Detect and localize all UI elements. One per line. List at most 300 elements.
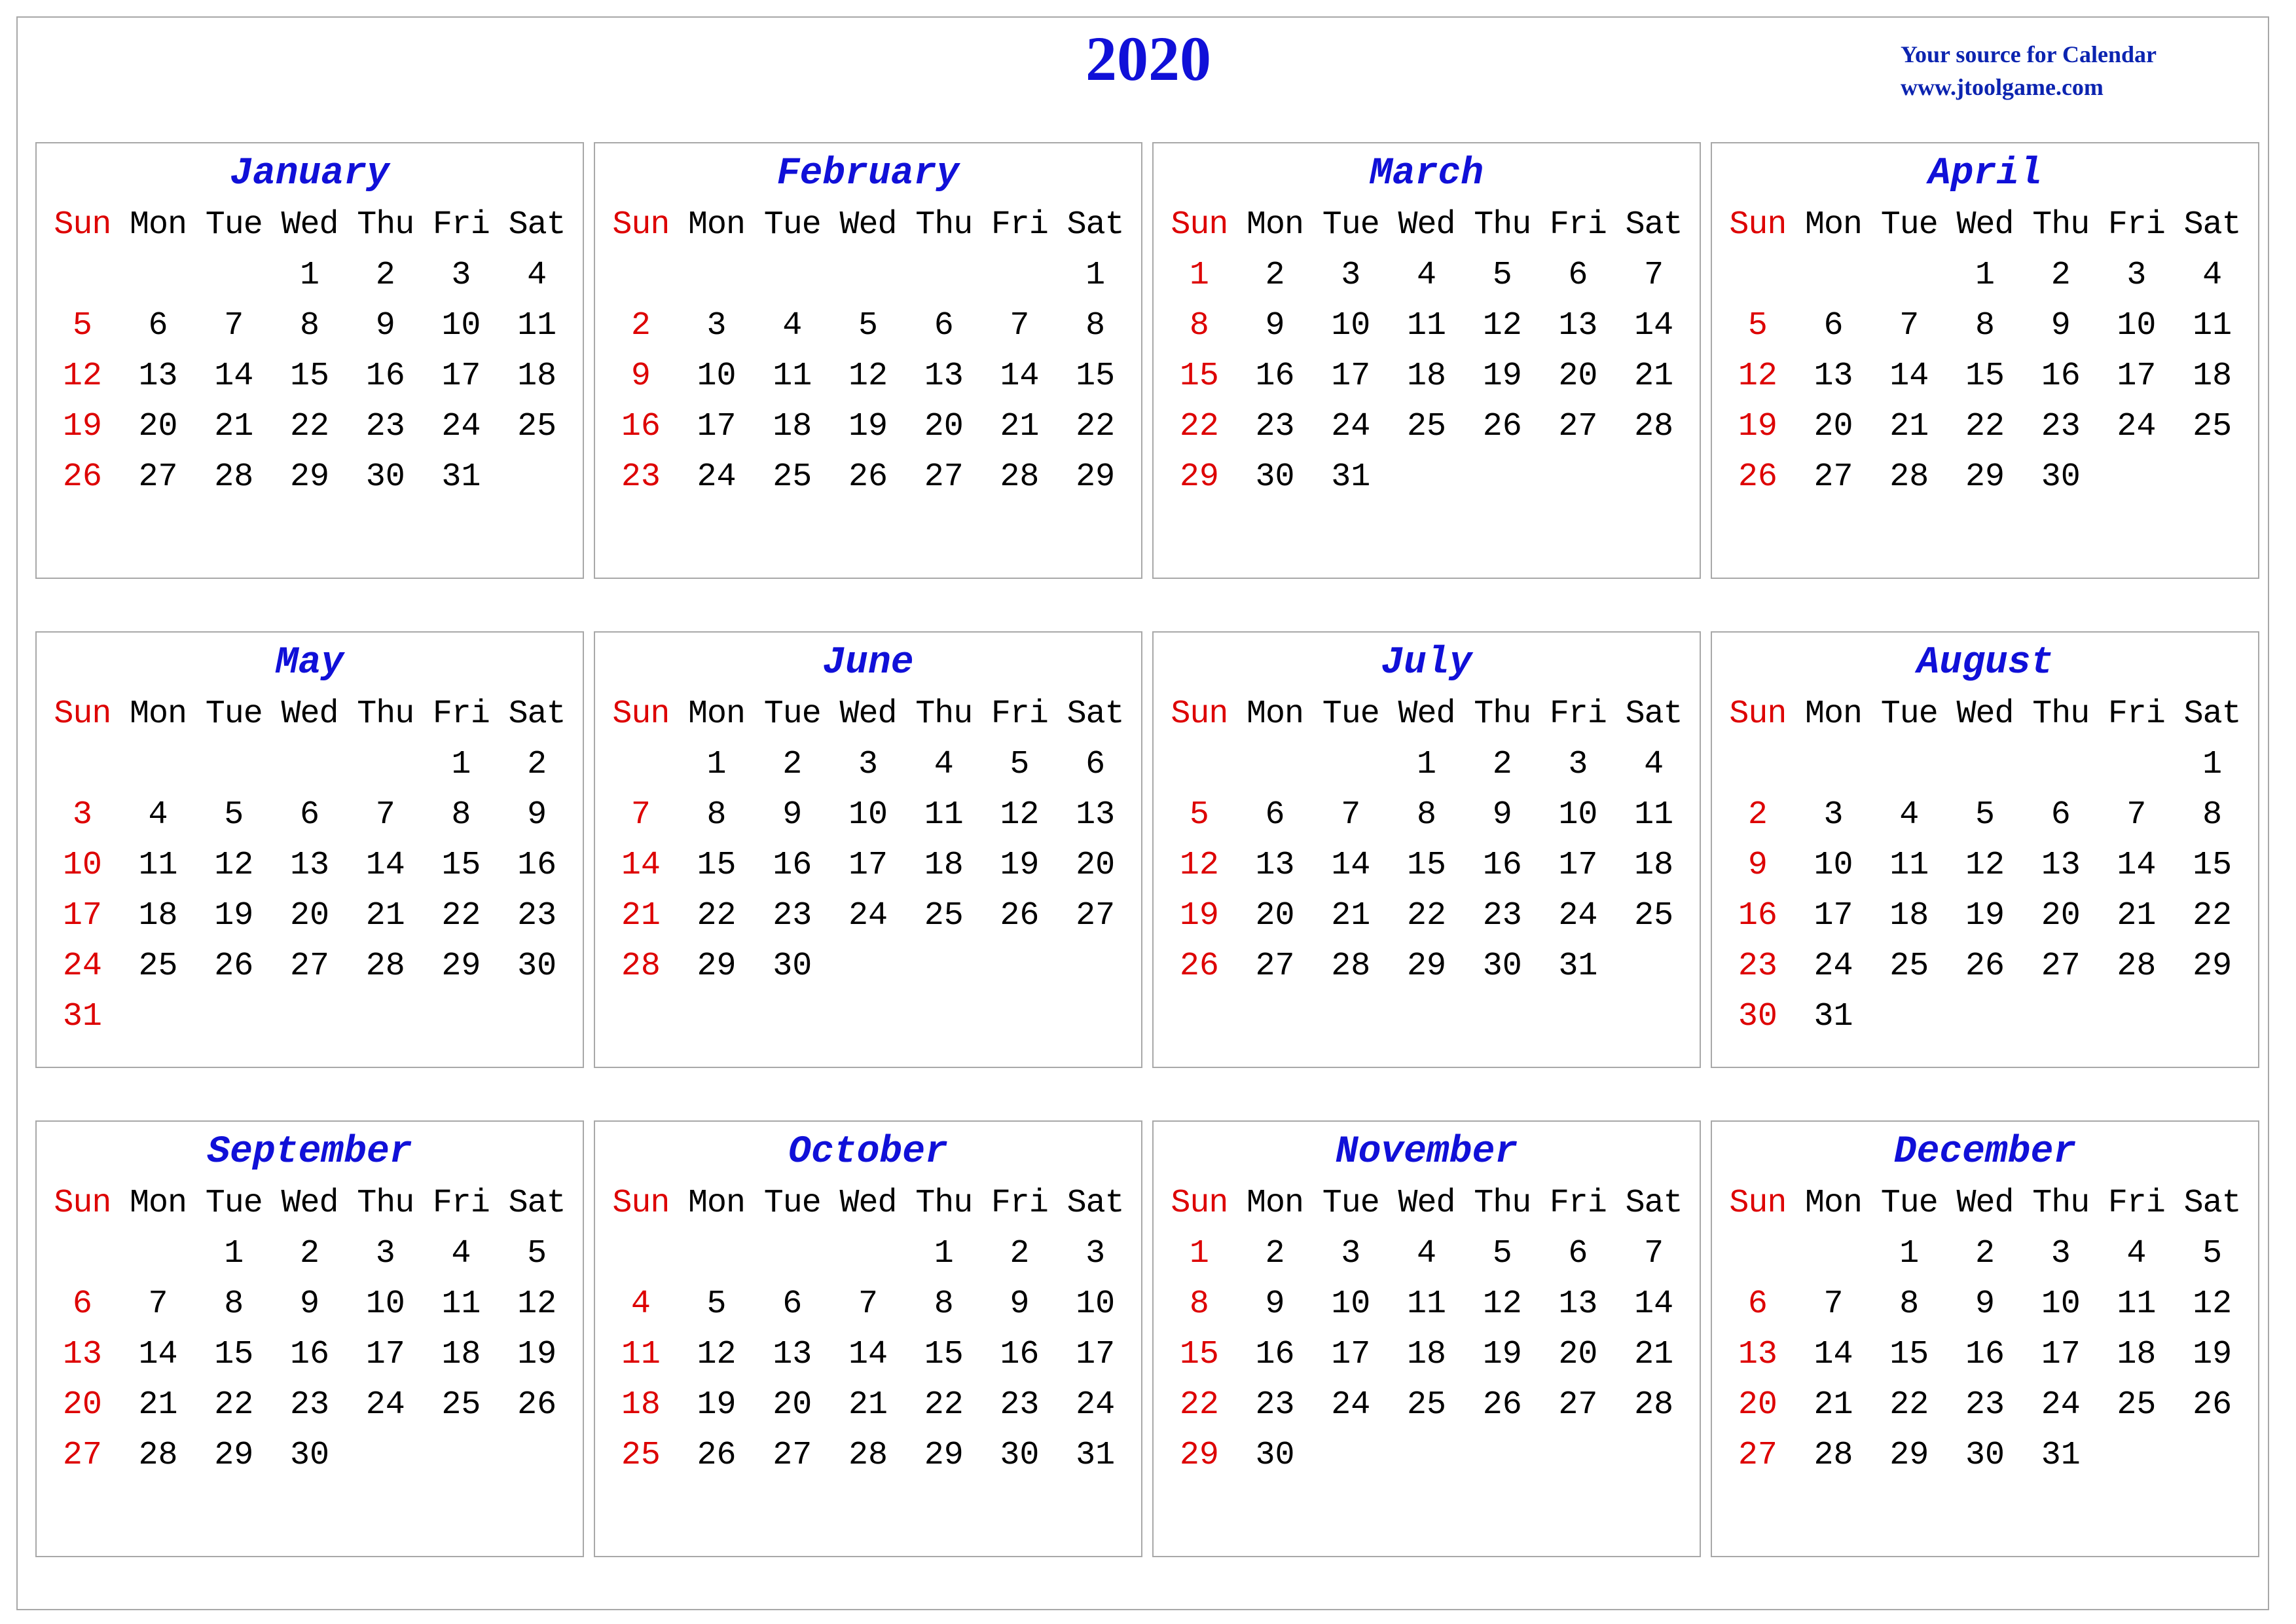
date-cell: 29 (214, 1437, 254, 1474)
date-cell: 10 (2041, 1285, 2081, 1323)
week-row (1161, 401, 1692, 452)
date-cell: 14 (365, 847, 405, 884)
date-cell: 30 (1000, 1437, 1040, 1474)
weekday-label: Sun (1729, 206, 1787, 244)
weekday-label: Tue (763, 1185, 821, 1222)
date-cell: 24 (848, 897, 888, 934)
sunday-date-cell: 19 (1738, 408, 1777, 445)
date-cell: 15 (1076, 358, 1116, 395)
date-cell: 17 (1331, 358, 1371, 395)
week-row (603, 1279, 1133, 1329)
date-cell: 26 (848, 458, 888, 496)
date-cell: 5 (2202, 1235, 2223, 1272)
date-cell: 16 (1255, 358, 1295, 395)
week-row (1161, 1279, 1692, 1329)
date-cell: 29 (1965, 458, 2005, 496)
sunday-date-cell: 29 (1179, 1437, 1219, 1474)
date-cell: 21 (1634, 1336, 1674, 1373)
sunday-date-cell: 24 (62, 948, 102, 985)
date-cell: 6 (934, 307, 954, 344)
date-cell: 8 (934, 1285, 954, 1323)
sunday-date-cell: 23 (621, 458, 661, 496)
date-cell: 31 (1813, 998, 1853, 1035)
date-cell: 25 (517, 408, 557, 445)
weekday-label: Wed (1956, 1185, 2014, 1222)
date-cell: 15 (697, 847, 737, 884)
date-cell: 26 (697, 1437, 737, 1474)
date-cell: 31 (2041, 1437, 2081, 1474)
date-cell: 14 (848, 1336, 888, 1373)
date-cell: 29 (1406, 948, 1446, 985)
week-row (603, 401, 1133, 452)
date-cell: 30 (289, 1437, 329, 1474)
date-cell: 11 (1889, 847, 1929, 884)
weekday-label: Thu (1474, 695, 1531, 733)
source-url: www.jtoolgame.com (1901, 74, 2104, 100)
date-cell: 5 (224, 796, 244, 834)
sunday-date-cell: 5 (1189, 796, 1209, 834)
date-cell: 9 (1975, 1285, 1995, 1323)
sunday-date-cell: 19 (1179, 897, 1219, 934)
date-cell: 2 (375, 257, 395, 294)
month-february (594, 142, 1142, 579)
date-cell: 20 (773, 1386, 812, 1424)
date-cell: 30 (1255, 458, 1295, 496)
date-cell: 27 (1558, 408, 1598, 445)
date-cell: 30 (1482, 948, 1522, 985)
date-cell: 23 (289, 1386, 329, 1424)
date-cell: 3 (1341, 1235, 1361, 1272)
week-row (1161, 351, 1692, 401)
month-name: February (776, 153, 960, 195)
date-cell: 4 (1416, 1235, 1436, 1272)
date-cell: 2 (1265, 257, 1285, 294)
date-cell: 15 (1406, 847, 1446, 884)
date-cell: 21 (848, 1386, 888, 1424)
weekday-label: Tue (1880, 695, 1938, 733)
date-cell: 10 (1813, 847, 1853, 884)
sunday-date-cell: 27 (62, 1437, 102, 1474)
date-cell: 12 (1965, 847, 2005, 884)
date-cell: 9 (527, 796, 547, 834)
date-cell: 10 (1331, 307, 1371, 344)
date-cell: 13 (289, 847, 329, 884)
weekday-label: Thu (2032, 695, 2090, 733)
weekday-header (45, 1178, 575, 1228)
weekday-header (1720, 1178, 2250, 1228)
weekday-label: Sun (1171, 695, 1228, 733)
date-cell: 28 (1813, 1437, 1853, 1474)
date-cell: 1 (934, 1235, 954, 1272)
weekday-header (45, 200, 575, 250)
date-cell: 17 (848, 847, 888, 884)
month-name: September (207, 1131, 412, 1173)
date-cell: 27 (1813, 458, 1853, 496)
date-cell: 12 (1000, 796, 1040, 834)
date-cell: 12 (1482, 307, 1522, 344)
week-row (1720, 1228, 2250, 1279)
week-row (45, 1380, 575, 1430)
week-row (1720, 401, 2250, 452)
weekday-label: Thu (1474, 1185, 1531, 1222)
month-december (1711, 1120, 2259, 1557)
date-cell: 13 (773, 1336, 812, 1373)
date-cell: 27 (773, 1437, 812, 1474)
date-cell: 24 (365, 1386, 405, 1424)
weekday-label: Fri (432, 695, 490, 733)
weekday-label: Fri (1549, 695, 1607, 733)
sunday-date-cell: 3 (72, 796, 92, 834)
weekday-label: Mon (1247, 695, 1304, 733)
date-cell: 18 (517, 358, 557, 395)
date-cell: 6 (1265, 796, 1285, 834)
date-cell: 15 (1889, 1336, 1929, 1373)
weekday-label: Fri (2107, 206, 2165, 244)
week-row (1720, 891, 2250, 941)
weekday-label: Mon (1247, 206, 1304, 244)
date-cell: 18 (138, 897, 178, 934)
sunday-date-cell: 19 (62, 408, 102, 445)
month-name: December (1893, 1131, 2077, 1173)
week-row (45, 1329, 575, 1380)
date-cell: 18 (1634, 847, 1674, 884)
sunday-date-cell: 26 (1738, 458, 1777, 496)
date-cell: 20 (1813, 408, 1853, 445)
month-name: November (1335, 1131, 1518, 1173)
date-cell: 3 (2126, 257, 2147, 294)
date-cell: 4 (1644, 746, 1664, 783)
date-cell: 16 (289, 1336, 329, 1373)
date-cell: 14 (1634, 307, 1674, 344)
week-row (1720, 452, 2250, 502)
date-cell: 7 (1823, 1285, 1844, 1323)
week-row (1161, 1329, 1692, 1380)
date-cell: 26 (517, 1386, 557, 1424)
date-cell: 15 (214, 1336, 254, 1373)
weekday-label: Wed (1398, 1185, 1455, 1222)
sunday-date-cell: 12 (1738, 358, 1777, 395)
month-name: August (1916, 642, 2054, 684)
date-cell: 23 (1965, 1386, 2005, 1424)
date-cell: 17 (1331, 1336, 1371, 1373)
weekday-label: Fri (2107, 695, 2165, 733)
sunday-date-cell: 27 (1738, 1437, 1777, 1474)
date-cell: 22 (214, 1386, 254, 1424)
sunday-date-cell: 17 (62, 897, 102, 934)
weekday-header (603, 1178, 1133, 1228)
month-name: April (1927, 153, 2043, 195)
date-cell: 12 (214, 847, 254, 884)
date-cell: 10 (848, 796, 888, 834)
date-cell: 30 (2041, 458, 2081, 496)
week-row (603, 891, 1133, 941)
weekday-label: Mon (688, 1185, 746, 1222)
weekday-label: Fri (991, 1185, 1048, 1222)
date-cell: 19 (1482, 1336, 1522, 1373)
date-cell: 5 (1492, 1235, 1512, 1272)
week-row (1161, 790, 1692, 840)
weekday-label: Thu (915, 206, 973, 244)
date-cell: 26 (2193, 1386, 2232, 1424)
date-cell: 23 (773, 897, 812, 934)
date-cell: 9 (2050, 307, 2071, 344)
date-cell: 7 (1341, 796, 1361, 834)
month-november (1152, 1120, 1701, 1557)
date-cell: 19 (848, 408, 888, 445)
week-row (45, 991, 575, 1042)
date-cell: 24 (1813, 948, 1853, 985)
week-row (1161, 1228, 1692, 1279)
sunday-date-cell: 1 (1189, 1235, 1209, 1272)
weekday-label: Mon (1247, 1185, 1304, 1222)
weekday-label: Sun (612, 206, 670, 244)
date-cell: 22 (1076, 408, 1116, 445)
weekday-label: Fri (991, 695, 1048, 733)
date-cell: 18 (2117, 1336, 2157, 1373)
date-cell: 30 (1255, 1437, 1295, 1474)
date-cell: 8 (299, 307, 319, 344)
date-cell: 4 (1899, 796, 1920, 834)
date-cell: 14 (138, 1336, 178, 1373)
year-title: 2020 (1085, 24, 1211, 94)
date-cell: 27 (289, 948, 329, 985)
date-cell: 4 (782, 307, 803, 344)
date-cell: 6 (2050, 796, 2071, 834)
date-cell: 3 (1341, 257, 1361, 294)
month-march (1152, 142, 1701, 579)
weekday-label: Wed (1956, 206, 2014, 244)
date-cell: 3 (706, 307, 727, 344)
month-june (594, 631, 1142, 1068)
month-name: January (230, 153, 390, 195)
week-row (45, 1279, 575, 1329)
date-cell: 27 (924, 458, 964, 496)
date-cell: 25 (441, 1386, 481, 1424)
week-row (1161, 739, 1692, 790)
date-cell: 4 (1416, 257, 1436, 294)
sunday-date-cell: 13 (62, 1336, 102, 1373)
date-cell: 11 (1406, 307, 1446, 344)
date-cell: 17 (1076, 1336, 1116, 1373)
date-cell: 13 (1076, 796, 1116, 834)
date-cell: 7 (858, 1285, 878, 1323)
date-cell: 11 (1634, 796, 1674, 834)
date-cell: 23 (2041, 408, 2081, 445)
weekday-label: Thu (357, 695, 414, 733)
date-cell: 19 (1965, 897, 2005, 934)
date-cell: 21 (1331, 897, 1371, 934)
weekday-label: Sat (2183, 695, 2241, 733)
week-row (1720, 301, 2250, 351)
date-cell: 2 (1492, 746, 1512, 783)
date-cell: 10 (1558, 796, 1598, 834)
date-cell: 24 (2041, 1386, 2081, 1424)
date-cell: 16 (1000, 1336, 1040, 1373)
week-row (1720, 1380, 2250, 1430)
week-row (1720, 840, 2250, 891)
weekday-label: Wed (1398, 695, 1455, 733)
weekday-label: Thu (357, 1185, 414, 1222)
weekday-label: Mon (130, 695, 187, 733)
date-cell: 1 (1899, 1235, 1920, 1272)
date-cell: 12 (517, 1285, 557, 1323)
weekday-label: Fri (1549, 206, 1607, 244)
date-cell: 11 (1406, 1285, 1446, 1323)
date-cell: 23 (517, 897, 557, 934)
date-cell: 8 (451, 796, 471, 834)
date-cell: 7 (224, 307, 244, 344)
date-cell: 23 (1255, 1386, 1295, 1424)
date-cell: 24 (2117, 408, 2157, 445)
date-cell: 16 (1482, 847, 1522, 884)
weekday-label: Thu (1474, 206, 1531, 244)
week-row (603, 840, 1133, 891)
date-cell: 15 (289, 358, 329, 395)
weekday-header (1720, 200, 2250, 250)
date-cell: 7 (2126, 796, 2147, 834)
week-row (1720, 1329, 2250, 1380)
date-cell: 18 (1406, 1336, 1446, 1373)
date-cell: 13 (1255, 847, 1295, 884)
date-cell: 22 (1965, 408, 2005, 445)
week-row (45, 739, 575, 790)
date-cell: 4 (2202, 257, 2223, 294)
date-cell: 13 (1813, 358, 1853, 395)
date-cell: 9 (1492, 796, 1512, 834)
week-row (45, 790, 575, 840)
date-cell: 21 (138, 1386, 178, 1424)
sunday-date-cell: 20 (1738, 1386, 1777, 1424)
date-cell: 6 (1823, 307, 1844, 344)
date-cell: 18 (441, 1336, 481, 1373)
sunday-date-cell: 25 (621, 1437, 661, 1474)
date-cell: 12 (697, 1336, 737, 1373)
date-cell: 23 (1482, 897, 1522, 934)
week-row (1161, 1430, 1692, 1481)
date-cell: 14 (1889, 358, 1929, 395)
date-cell: 9 (1010, 1285, 1030, 1323)
weekday-label: Tue (1880, 206, 1938, 244)
weekday-label: Thu (915, 1185, 973, 1222)
month-september (35, 1120, 584, 1557)
date-cell: 15 (2193, 847, 2232, 884)
date-cell: 25 (1889, 948, 1929, 985)
week-row (603, 250, 1133, 301)
week-row (603, 941, 1133, 991)
week-row (45, 891, 575, 941)
weekday-label: Tue (763, 695, 821, 733)
date-cell: 10 (2117, 307, 2157, 344)
date-cell: 13 (1558, 307, 1598, 344)
source-credit (1901, 38, 2267, 103)
date-cell: 18 (924, 847, 964, 884)
week-row (1720, 1279, 2250, 1329)
weekday-label: Sat (1066, 206, 1124, 244)
date-cell: 6 (148, 307, 168, 344)
weekday-label: Sat (1625, 1185, 1683, 1222)
sunday-date-cell: 2 (1747, 796, 1768, 834)
date-cell: 28 (848, 1437, 888, 1474)
date-cell: 19 (1482, 358, 1522, 395)
week-row (45, 351, 575, 401)
weekday-header (1720, 689, 2250, 739)
sunday-date-cell: 23 (1738, 948, 1777, 985)
date-cell: 3 (451, 257, 471, 294)
week-row (603, 790, 1133, 840)
weekday-header (603, 689, 1133, 739)
weekday-header (1161, 689, 1692, 739)
sunday-date-cell: 12 (1179, 847, 1219, 884)
weekday-label: Tue (205, 1185, 263, 1222)
date-cell: 17 (365, 1336, 405, 1373)
date-cell: 1 (706, 746, 727, 783)
date-cell: 27 (1076, 897, 1116, 934)
date-cell: 22 (2193, 897, 2232, 934)
weekday-label: Fri (432, 206, 490, 244)
weekday-label: Mon (1805, 206, 1863, 244)
date-cell: 11 (2193, 307, 2232, 344)
weekday-label: Sat (1066, 1185, 1124, 1222)
date-cell: 1 (299, 257, 319, 294)
sunday-date-cell: 31 (62, 998, 102, 1035)
date-cell: 8 (224, 1285, 244, 1323)
week-row (45, 840, 575, 891)
date-cell: 21 (1634, 358, 1674, 395)
date-cell: 21 (1813, 1386, 1853, 1424)
weekday-header (45, 689, 575, 739)
date-cell: 28 (1889, 458, 1929, 496)
date-cell: 31 (1331, 458, 1371, 496)
weekday-label: Tue (1880, 1185, 1938, 1222)
month-name: October (788, 1131, 948, 1173)
date-cell: 27 (2041, 948, 2081, 985)
date-cell: 20 (1076, 847, 1116, 884)
week-row (1161, 891, 1692, 941)
date-cell: 2 (1265, 1235, 1285, 1272)
date-cell: 24 (1331, 408, 1371, 445)
week-row (603, 452, 1133, 502)
weekday-label: Wed (1398, 206, 1455, 244)
date-cell: 27 (1558, 1386, 1598, 1424)
date-cell: 29 (1076, 458, 1116, 496)
weekday-header (1161, 1178, 1692, 1228)
sunday-date-cell: 29 (1179, 458, 1219, 496)
date-cell: 24 (1076, 1386, 1116, 1424)
weekday-label: Wed (839, 206, 897, 244)
date-cell: 28 (138, 1437, 178, 1474)
date-cell: 21 (214, 408, 254, 445)
date-cell: 13 (2041, 847, 2081, 884)
month-july (1152, 631, 1701, 1068)
date-cell: 14 (1634, 1285, 1674, 1323)
sunday-date-cell: 15 (1179, 358, 1219, 395)
week-row (1161, 1380, 1692, 1430)
date-cell: 27 (138, 458, 178, 496)
date-cell: 15 (924, 1336, 964, 1373)
week-row (603, 351, 1133, 401)
weekday-label: Wed (1956, 695, 2014, 733)
date-cell: 3 (2050, 1235, 2071, 1272)
date-cell: 8 (2202, 796, 2223, 834)
sunday-date-cell: 1 (1189, 257, 1209, 294)
date-cell: 14 (1331, 847, 1371, 884)
date-cell: 6 (1568, 1235, 1588, 1272)
date-cell: 10 (365, 1285, 405, 1323)
date-cell: 23 (1000, 1386, 1040, 1424)
weekday-label: Sun (54, 206, 111, 244)
sunday-date-cell: 4 (630, 1285, 651, 1323)
date-cell: 3 (858, 746, 878, 783)
